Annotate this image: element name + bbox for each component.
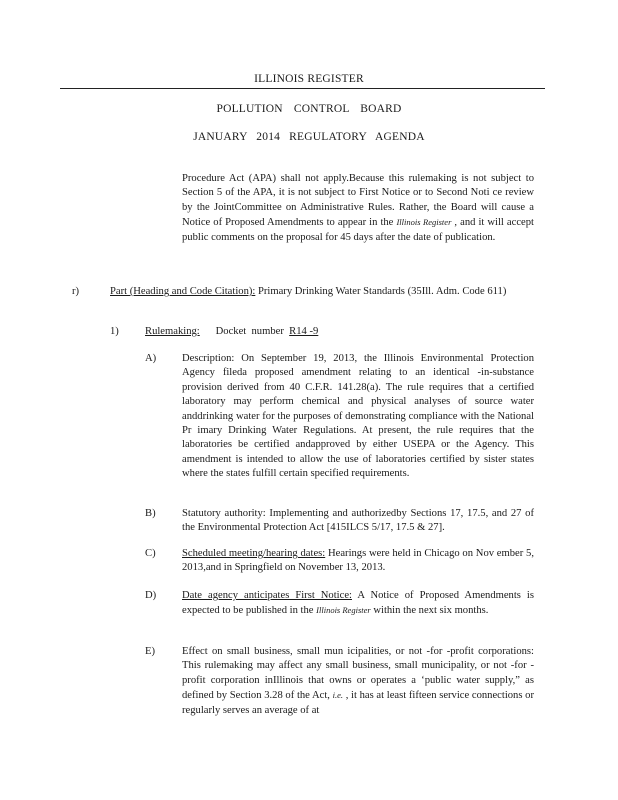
item-e-label: E): [145, 646, 155, 657]
item-a-label: A): [145, 353, 157, 364]
item-b-statutory-authority: Statutory authority: Implementing and authorizedby Sections 17, 17.5, and 27 of the Environmental Protection Act [415ILCS 5/17, 17.5 & 27].: [182, 508, 534, 534]
item-1-heading: Rulemaking:: [145, 326, 200, 337]
item-b-label: B): [145, 508, 156, 519]
item-d-body-after: within the next six months.: [370, 605, 489, 617]
item-c-label: C): [145, 548, 156, 559]
item-d-label: D): [145, 590, 157, 601]
agenda-title: JANUARY 2014 REGULATORY AGENDA: [193, 131, 425, 143]
item-c-hearing-dates: [182, 547, 534, 576]
item-d-italic-register: Illinois Register: [316, 605, 371, 616]
item-r-text: [110, 285, 510, 299]
item-e-body-before: Effect on small business, small mun icipalities, or not -for -profit corporations: This rulemaking may affect any small business, small municipality, or not -for -profit corporation inIllinois that owns or operates a ‘public water supply,” as defined by Section 3.28 of the Act,: [182, 646, 534, 702]
item-a-description: Description: On September 19, 2013, the Illinois Environmental Protection Agency fileda proposed amendment relating to an identical -in-substance provision derived from 40 C.F.R. 141.28(a). The rule requires that a certified laboratory may perform chemical and physical analyses of source water anddrinking water for the purposes of demonstrating compliance with the National Pr imary Drinking Water Regulations. At present, the rule requires that the laboratories be certified andapproved by either USEPA or the Agency. This amendment is intended to allow the use of laboratories certified by sister states where the states fulfill certain specified requirements.: [182, 353, 534, 480]
item-d-body-before: A Notice of Proposed Amendments is expected to be published in the: [182, 590, 535, 617]
item-e-body-after: , it has at least fifteen service connections or regularly serves an average of at: [182, 690, 534, 716]
item-d-heading: Date agency anticipates First Notice:: [182, 590, 352, 601]
item-1-label: 1): [110, 326, 119, 337]
header-divider: [60, 88, 545, 89]
docket-number: R14 -9: [289, 326, 319, 337]
board-title: POLLUTION CONTROL BOARD: [216, 103, 402, 115]
item-r-heading: Part (Heading and Code Citation):: [110, 286, 256, 297]
item-d-first-notice: [182, 589, 534, 619]
intro-paragraph: [182, 172, 534, 245]
item-e-small-business-effect: [182, 645, 534, 718]
item-e-italic-ie: i.e.: [332, 690, 344, 701]
intro-text-after: , and it will accept public comments on the proposal for 45 days after the date of publication.: [182, 217, 534, 243]
item-c-heading: Scheduled meeting/hearing dates:: [182, 548, 326, 559]
item-1-body: Docket number: [199, 326, 290, 337]
item-r-label: r): [72, 286, 80, 297]
item-c-body: Hearings were held in Chicago on Nov ember 5, 2013,and in Springfield on November 13, 2013.: [182, 548, 534, 574]
intro-text-before: Procedure Act (APA) shall not apply.Because this rulemaking is not subject to Section 5 of the APA, it is not subject to First Notice or to Second Noti ce review by the JointCommittee on Administrative Rules. Rather, the Board will cause a Notice of Proposed Amendments to appear in the: [182, 173, 534, 229]
item-r-body: Primary Drinking Water Standards (35Ill. Adm. Code 611): [255, 286, 507, 297]
item-1-text: [145, 325, 318, 339]
intro-italic-register: Illinois Register: [396, 217, 452, 228]
register-title: ILLINOIS REGISTER: [254, 73, 364, 85]
